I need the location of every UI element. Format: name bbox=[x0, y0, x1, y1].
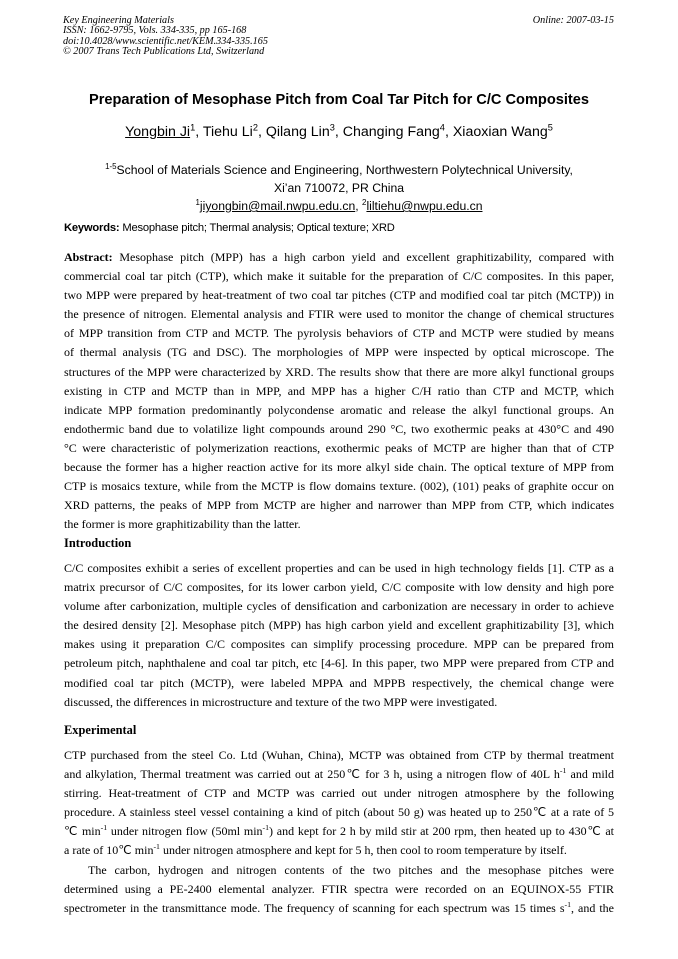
abstract-line: XRD patterns, the peaks of MPP from MCTP are higher and narrower than MPP from CTP, which indicates bbox=[64, 498, 614, 513]
text-run: and mild bbox=[566, 767, 615, 782]
paragraph-line bbox=[64, 841, 614, 860]
experimental-body bbox=[64, 746, 614, 918]
abstract-line: indicate MPP formation predominantly polycondense aromatic and release the alkyl functional groups. An bbox=[64, 402, 614, 417]
paragraph-line: The carbon, hydrogen and nitrogen contents of the two pitches and the mesophase pitches were bbox=[88, 862, 614, 877]
text-run: ℃ min bbox=[64, 824, 101, 839]
keywords bbox=[64, 222, 624, 234]
author-list: Yongbin Ji$^1$, Tiehu Li$^2$, Qilang Lin$^3$, Changing Fang$^4$, Xiaoxian Wang$^5$ bbox=[125, 122, 553, 140]
author-name: Yongbin Ji bbox=[125, 124, 191, 140]
affiliation-text: School of Materials Science and Engineering, Northwestern Polytechnical University, bbox=[116, 163, 573, 177]
abstract-label: Abstract: bbox=[64, 250, 113, 264]
email-sup: 2 bbox=[362, 197, 367, 207]
author-name: Xiaoxian Wang bbox=[452, 124, 548, 140]
text-run: , and the bbox=[571, 900, 614, 915]
author-sup: 3 bbox=[329, 122, 335, 133]
text-run: and alkylation, Thermal treatment was carried out at 250℃ for 3 h, using a nitrogen flow of 40L h bbox=[64, 767, 560, 782]
abstract-line: CTP is mosaics texture, while from the MCTP is flow domains texture. (002), (101) peaks of graphite occur on bbox=[64, 479, 614, 494]
paragraph-line: discussed, the differences in microstructure and texture of the two MPP were investigated. bbox=[64, 694, 498, 709]
abstract-text: Mesophase pitch (MPP) has a high carbon yield and excellent graphitizability, compared with bbox=[112, 250, 614, 264]
superscript: -1 bbox=[262, 823, 270, 833]
author-sup: 5 bbox=[547, 122, 553, 133]
abstract-line: structures of the MPP were characterized by XRD. The results show that there are more alkyl functional groups bbox=[64, 364, 614, 379]
paragraph-line: matrix precursor of C/C composites, for its lower carbon yield, C/C composite with low density and high pore bbox=[64, 580, 614, 595]
paragraph-line: procedure. A stainless steel vessel containing a kind of pitch (about 50 g) was heated up to 250℃ at a rate of 5 bbox=[64, 805, 614, 820]
abstract-line bbox=[64, 248, 614, 267]
journal-copyright: © 2007 Trans Tech Publications Ltd, Switzerland bbox=[63, 46, 265, 58]
abstract-line: the presence of nitrogen. Elemental analysis and FTIR were used to monitor the change of chemical structures bbox=[64, 307, 614, 322]
email-sup: 1 bbox=[195, 197, 200, 207]
paragraph-line: volume after carbonization, multiple cycles of densification and carbonization are necessary in order to achieve bbox=[64, 599, 614, 614]
introduction-body bbox=[64, 559, 614, 712]
paragraph-line bbox=[64, 899, 614, 918]
email-line: $^1$jiyongbin@mail.nwpu.edu.cn, $^2$liltiehu@nwpu.edu.cn bbox=[195, 197, 483, 213]
paragraph-line: modified coal tar pitch (MCTP), were labeled MPPA and MPPB respectively, the chemical change were bbox=[64, 675, 614, 690]
author-sup: 4 bbox=[439, 122, 445, 133]
paragraph-line: makes using it preparation C/C composites can simplify processing procedure. MPP can be prepared from bbox=[64, 637, 614, 652]
superscript: -1 bbox=[153, 842, 160, 852]
paragraph-line bbox=[64, 765, 614, 784]
paragraph-line: stirring. Heat-treatment of CTP and MCTP was carried out under nitrogen atmosphere by the following bbox=[64, 786, 614, 801]
abstract-line: endothermic band due to volatilize light compounds around 290 °C, two exothermic peaks at 430°C and 490 bbox=[64, 421, 614, 436]
paragraph-line: petroleum pitch, naphthalene and coal tar pitch, etc [4-6]. In this paper, two MPP were prepared from CTP and bbox=[64, 656, 614, 671]
journal-header bbox=[63, 16, 268, 58]
superscript: -1 bbox=[100, 823, 108, 833]
abstract-line: because the former has a higher reaction active for its more alkyl side chain. The optical texture of MPP from bbox=[64, 460, 614, 475]
abstract-line: of thermal analysis (TG and DSC). The morphologies of MPP were inspected by optical microscope. The bbox=[64, 345, 614, 360]
affiliation-sup: 1-5 bbox=[105, 161, 117, 171]
text-run: spectrometer in the transmittance mode. The frequency of scanning for each spectrum was 15 times s bbox=[64, 900, 565, 915]
section-heading-introduction: Introduction bbox=[64, 536, 132, 550]
paragraph-line: determined using a PE-2400 elemental analyzer. FTIR spectra were recorded on an EQUINOX-55 FTIR bbox=[64, 881, 614, 896]
journal-doi: doi:10.4028/www.scientific.net/KEM.334-335.165 bbox=[63, 35, 268, 47]
author-name: Tiehu Li bbox=[202, 124, 253, 140]
abstract-line: commercial coal tar pitch (CTP), which make it suitable for the preparation of C/C composites. In this paper, bbox=[64, 269, 614, 284]
author-name: Changing Fang bbox=[342, 124, 440, 140]
abstract-line: two MPP were prepared by heat-treatment of two coal tar pitches (CTP and modified coal tar pitch (MCTP)) in bbox=[64, 288, 614, 303]
text-run: under nitrogen flow (50ml min bbox=[107, 824, 263, 839]
abstract-line: °C were characteristic of polymerization reactions, exothermic peaks of MCTP are higher than that of CTP bbox=[64, 440, 614, 455]
text-run: under nitrogen atmosphere and kept for 5 h, then cool to room temperature by itself. bbox=[159, 843, 567, 858]
affiliation bbox=[0, 161, 678, 215]
abstract-line: existing in CTP and MCTP than in MPP, and MPP has a higher C/H ratio than CTP and MCTP, which bbox=[64, 383, 614, 398]
abstract bbox=[64, 248, 614, 534]
author-name: Qilang Lin bbox=[265, 124, 330, 140]
superscript: -1 bbox=[559, 766, 567, 776]
journal-issn: ISSN: 1662-9795, Vols. 334-335, pp 165-168 bbox=[63, 25, 247, 37]
author-sup: 1 bbox=[190, 122, 196, 133]
keywords-text: Mesophase pitch; Thermal analysis; Optical texture; XRD bbox=[122, 222, 395, 234]
abstract-line: the former is more graphitizability than the latter. bbox=[64, 517, 301, 532]
paragraph-line: the desired density [2]. Mesophase pitch (MPP) has high carbon yield and excellent graphitizability [3], which bbox=[64, 618, 614, 633]
keywords-label: Keywords: bbox=[64, 222, 120, 234]
text-run: a rate of 10℃ min bbox=[64, 843, 154, 858]
email-link-2[interactable]: liltiehu@nwpu.edu.cn bbox=[366, 199, 483, 213]
abstract-line: of MPP transition from CTP and MCTP. The pyrolysis behaviors of CTP and MCTP were studied by means bbox=[64, 326, 614, 341]
section-heading-experimental: Experimental bbox=[64, 723, 137, 737]
email-link-1[interactable]: jiyongbin@mail.nwpu.edu.cn bbox=[199, 199, 356, 213]
affiliation-line-1 bbox=[0, 161, 678, 179]
paper-title: Preparation of Mesophase Pitch from Coal Tar Pitch for C/C Composites bbox=[88, 92, 590, 108]
text-run: ) and kept for 2 h by mild stir at 200 rpm, then heated up to 430℃ at bbox=[269, 824, 615, 839]
online-date: Online: 2007-03-15 bbox=[532, 15, 614, 26]
author-sup: 2 bbox=[252, 122, 258, 133]
superscript: -1 bbox=[564, 899, 572, 909]
affiliation-line-2: Xi’an 710072, PR China bbox=[273, 181, 405, 195]
paragraph-line: CTP purchased from the steel Co. Ltd (Wuhan, China), MCTP was obtained from CTP by thermal treatment bbox=[64, 748, 614, 762]
journal-name: Key Engineering Materials bbox=[63, 15, 174, 26]
paragraph-line: C/C composites exhibit a series of excellent properties and can be used in high technology fields [1]. CTP as a bbox=[64, 561, 614, 575]
paragraph-line bbox=[64, 822, 614, 841]
